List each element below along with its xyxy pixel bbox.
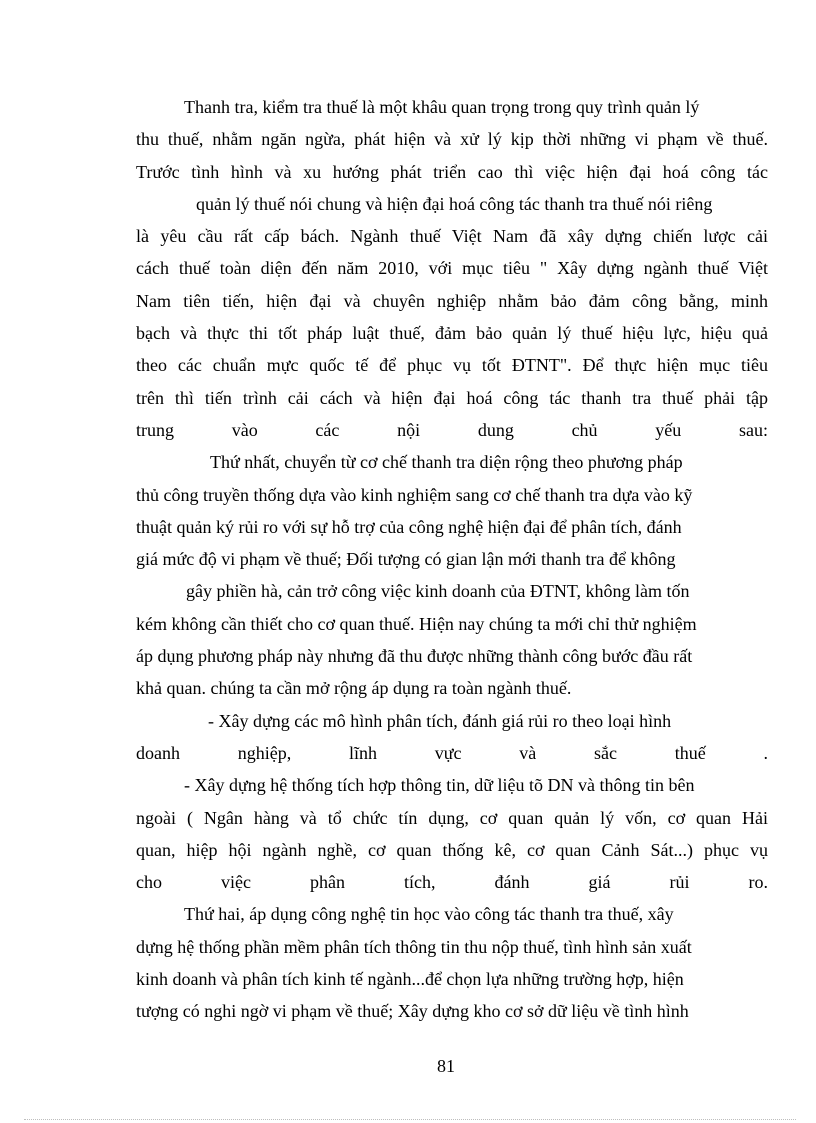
text-line: trên thì tiến trình cải cách và hiện đại hoá công tác thanh tra thuế phải tập — [136, 387, 768, 408]
text-line: là yêu cầu rất cấp bách. Ngành thuế Việt Nam đã xây dựng chiến lược cải — [136, 226, 768, 247]
text-line: trung vào các nội dung chủ yếu sau: — [136, 419, 768, 440]
body-text — [136, 91, 768, 1028]
text-line: Thứ nhất, chuyển từ cơ chế thanh tra diện rộng theo phương pháp — [210, 452, 683, 473]
text-line: dựng hệ thống phần mềm phân tích thông tin thu nộp thuế, tình hình sản xuất — [136, 936, 692, 957]
text-line: thủ công truyền thống dựa vào kinh nghiệm sang cơ chế thanh tra dựa vào kỹ — [136, 484, 693, 505]
text-line: Nam tiên tiến, hiện đại và chuyên nghiệp nhằm bảo đảm công bằng, minh — [136, 290, 768, 311]
text-line: quản lý thuế nói chung và hiện đại hoá công tác thanh tra thuế nói riêng — [196, 193, 713, 214]
text-line: thu thuế, nhằm ngăn ngừa, phát hiện và xử lý kịp thời những vi phạm về thuế. — [136, 129, 768, 150]
text-line: kém không cần thiết cho cơ quan thuế. Hiện nay chúng ta mới chỉ thử nghiệm — [136, 613, 697, 634]
text-line: ngoài ( Ngân hàng và tổ chức tín dụng, cơ quan quản lý vốn, cơ quan Hải — [136, 807, 768, 828]
text-line: quan, hiệp hội ngành nghề, cơ quan thống kê, cơ quan Cảnh Sát...) phục vụ — [136, 839, 768, 860]
text-line: thuật quản ký rủi ro với sự hỗ trợ của công nghệ hiện đại để phân tích, đánh — [136, 516, 682, 537]
text-line: cách thuế toàn diện đến năm 2010, với mục tiêu " Xây dựng ngành thuế Việt — [136, 258, 768, 279]
text-line: kinh doanh và phân tích kinh tế ngành...để chọn lựa những trường hợp, hiện — [136, 969, 684, 990]
text-line: khả quan. chúng ta cần mở rộng áp dụng ra toàn ngành thuế. — [136, 678, 572, 699]
text-line: doanh nghiệp, lĩnh vực và sắc thuế . — [136, 742, 768, 763]
text-line: - Xây dựng hệ thống tích hợp thông tin, dữ liệu tõ DN và thông tin bên — [184, 775, 695, 796]
text-line: - Xây dựng các mô hình phân tích, đánh giá rủi ro theo loại hình — [208, 710, 672, 731]
text-line: giá mức độ vi phạm về thuế; Đối tượng có gian lận mới thanh tra để không — [136, 549, 676, 570]
text-line: gây phiền hà, cản trở công việc kinh doanh của ĐTNT, không làm tốn — [186, 581, 690, 602]
text-line: Thanh tra, kiểm tra thuế là một khâu quan trọng trong quy trình quản lý — [184, 97, 700, 117]
page-bottom-border — [24, 1119, 796, 1120]
text-line: Trước tình hình và xu hướng phát triển cao thì việc hiện đại hoá công tác — [136, 161, 768, 182]
text-line: áp dụng phương pháp này nhưng đã thu được những thành công bước đầu rất — [136, 646, 693, 667]
text-line: Thứ hai, áp dụng công nghệ tin học vào công tác thanh tra thuế, xây — [184, 904, 674, 925]
text-line: theo các chuẩn mực quốc tế để phục vụ tốt ĐTNT". Để thực hiện mục tiêu — [136, 355, 768, 376]
text-line: bạch và thực thi tốt pháp luật thuế, đảm bảo quản lý thuế hiệu lực, hiệu quả — [136, 323, 768, 344]
page-number: 81 — [437, 1056, 455, 1076]
text-line: cho việc phân tích, đánh giá rủi ro. — [136, 872, 768, 893]
text-line: tượng có nghi ngờ vi phạm về thuế; Xây dựng kho cơ sở dữ liệu về tình hình — [136, 1001, 689, 1022]
